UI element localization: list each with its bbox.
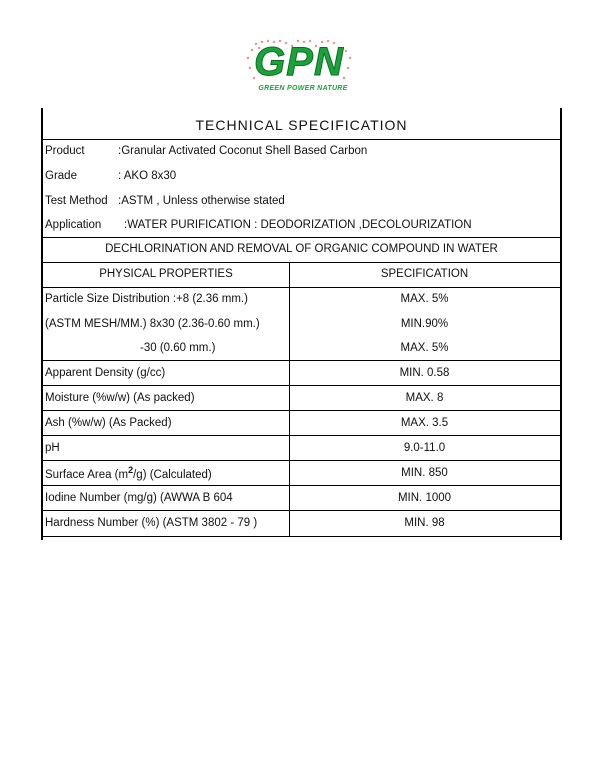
spec-cell: MAX. 5% xyxy=(400,293,449,305)
property-cell: Moisture (%w/w) (As packed) xyxy=(45,392,195,404)
divider xyxy=(43,237,560,238)
product-label: Product xyxy=(45,145,85,157)
superscript-2: 2 xyxy=(128,465,134,475)
spec-cell: MAX. 3.5 xyxy=(400,417,449,429)
test-method-value: :ASTM , Unless otherwise stated xyxy=(118,195,285,207)
property-cell xyxy=(45,466,212,481)
property-cell: pH xyxy=(45,442,60,454)
spec-cell: MIN. 1000 xyxy=(397,492,452,504)
divider xyxy=(43,485,560,486)
test-method-label: Test Method xyxy=(45,195,108,207)
property-cell: -30 (0.60 mm.) xyxy=(140,342,216,354)
property-cell: Hardness Number (%) (ASTM 3802 - 79 ) xyxy=(45,517,258,529)
header-specification: SPECIFICATION xyxy=(380,268,469,280)
spec-cell: MIN. 0.58 xyxy=(399,367,450,379)
header-physical-properties: PHYSICAL PROPERTIES xyxy=(99,268,233,280)
application-value: :WATER PURIFICATION : DEODORIZATION ,DECOLOURIZATION xyxy=(124,219,472,231)
property-cell: Ash (%w/w) (As Packed) xyxy=(45,417,172,429)
property-cell: Iodine Number (mg/g) (AWWA B 604 xyxy=(45,492,233,504)
column-divider xyxy=(289,262,290,536)
property-text-post: /g) (Calculated) xyxy=(133,468,212,481)
spec-cell: MAX. 8 xyxy=(405,392,444,404)
property-text-pre: Surface Area (m xyxy=(45,468,129,481)
divider xyxy=(43,536,560,537)
doc-title: TECHNICAL SPECIFICATION xyxy=(195,117,408,133)
property-cell: Particle Size Distribution :+8 (2.36 mm.) xyxy=(45,293,248,305)
divider xyxy=(43,139,560,140)
spec-cell: MIN. 98 xyxy=(404,517,445,529)
divider xyxy=(43,510,560,511)
company-logo xyxy=(238,36,360,98)
spec-sheet xyxy=(41,108,562,540)
divider xyxy=(43,360,560,361)
divider xyxy=(43,385,560,386)
logo-text: GPN xyxy=(254,40,344,84)
divider xyxy=(43,287,560,288)
divider xyxy=(43,410,560,411)
spec-cell: MIN. 850 xyxy=(401,467,448,479)
logo-tagline: GREEN POWER NATURE xyxy=(258,85,348,92)
property-cell: Apparent Density (g/cc) xyxy=(45,367,166,379)
product-value: :Granular Activated Coconut Shell Based Carbon xyxy=(118,145,368,157)
spec-cell: 9.0-11.0 xyxy=(403,442,446,454)
grade-label: Grade xyxy=(45,170,77,182)
spec-cell: MAX. 5% xyxy=(400,342,449,354)
grade-value: : AKO 8x30 xyxy=(118,170,177,182)
property-cell: (ASTM MESH/MM.) 8x30 (2.36-0.60 mm.) xyxy=(45,318,260,330)
application-line2: DECHLORINATION AND REMOVAL OF ORGANIC COMPOUND IN WATER xyxy=(105,243,498,255)
divider xyxy=(43,435,560,436)
application-label: Application xyxy=(45,219,102,231)
divider xyxy=(43,262,560,263)
divider xyxy=(43,460,560,461)
spec-cell: MIN.90% xyxy=(400,318,449,330)
